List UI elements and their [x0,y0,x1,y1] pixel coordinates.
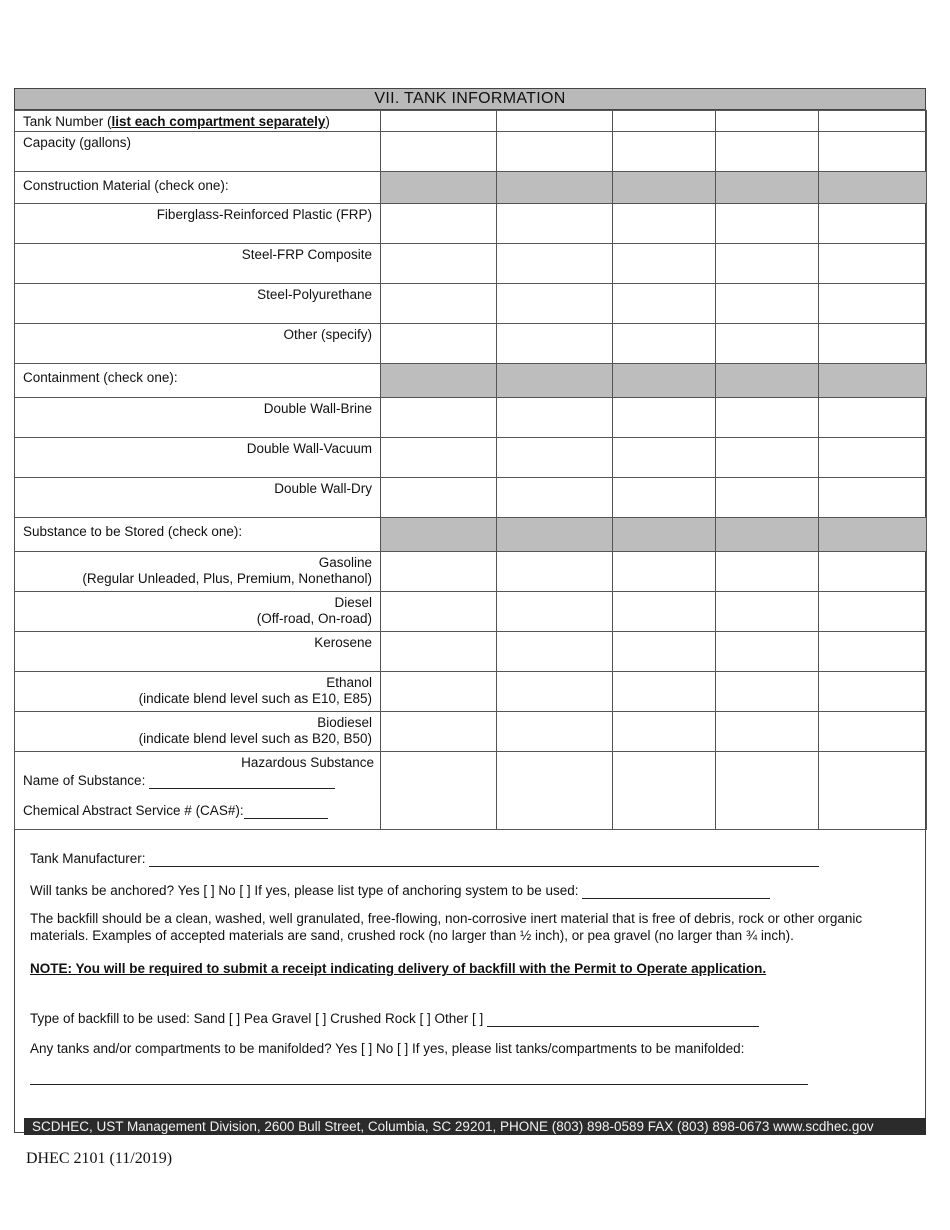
capacity-field[interactable] [716,132,819,172]
checkbox-cell[interactable] [819,324,927,364]
capacity-field[interactable] [497,132,613,172]
table-row [15,132,927,172]
table-row [15,204,927,244]
checkbox-cell[interactable] [613,632,716,672]
table-row [15,172,927,204]
checkbox-cell[interactable] [613,752,716,830]
table-row [15,324,927,364]
checkbox-cell[interactable] [381,324,497,364]
checkbox-cell[interactable] [381,478,497,518]
checkbox-cell[interactable] [613,478,716,518]
checkbox-cell[interactable] [716,244,819,284]
checkbox-cell[interactable] [381,552,497,592]
checkbox-cell[interactable] [819,672,927,712]
table-row [15,552,927,592]
cas-row: Chemical Abstract Service # (CAS#): [23,803,374,819]
biodiesel-label: Biodiesel (indicate blend level such as B20, B50) [15,712,381,752]
capacity-field[interactable] [819,132,927,172]
double-wall-vacuum-label: Double Wall-Vacuum [15,438,381,478]
checkbox-cell[interactable] [716,632,819,672]
checkbox-cell[interactable] [381,632,497,672]
checkbox-cell[interactable] [497,478,613,518]
table-row [15,438,927,478]
section-title: VII. TANK INFORMATION [14,88,926,110]
checkbox-cell[interactable] [819,478,927,518]
checkbox-cell[interactable] [716,592,819,632]
checkbox-cell[interactable] [819,438,927,478]
checkbox-cell[interactable] [497,632,613,672]
checkbox-cell[interactable] [497,324,613,364]
checkbox-cell[interactable] [613,672,716,712]
checkbox-cell[interactable] [716,324,819,364]
ethanol-label: Ethanol (indicate blend level such as E10, E85) [15,672,381,712]
double-wall-brine-label: Double Wall-Brine [15,398,381,438]
tank-number-field[interactable] [613,111,716,132]
capacity-field[interactable] [381,132,497,172]
checkbox-cell[interactable] [613,552,716,592]
checkbox-cell[interactable] [716,752,819,830]
checkbox-cell[interactable] [819,204,927,244]
table-row [15,111,927,132]
construction-header: Construction Material (check one): [15,172,381,204]
checkbox-cell[interactable] [381,284,497,324]
checkbox-cell[interactable] [716,204,819,244]
footer-contact-bar: SCDHEC, UST Management Division, 2600 Bull Street, Columbia, SC 29201, PHONE (803) 898-0589 FAX (803) 898-0673 www.scdhec.gov [24,1118,926,1135]
checkbox-cell[interactable] [497,712,613,752]
table-row [15,632,927,672]
checkbox-cell[interactable] [497,752,613,830]
checkbox-cell[interactable] [613,712,716,752]
other-specify-label: Other (specify) [15,324,381,364]
anchoring-system-line[interactable] [582,898,770,899]
checkbox-cell[interactable] [819,244,927,284]
checkbox-cell[interactable] [381,398,497,438]
checkbox-cell[interactable] [613,398,716,438]
manufacturer-row: Tank Manufacturer: [30,850,920,867]
checkbox-cell[interactable] [716,398,819,438]
checkbox-cell[interactable] [819,632,927,672]
form-id: DHEC 2101 (11/2019) [26,1150,173,1167]
checkbox-cell[interactable] [613,204,716,244]
manifolded-list-row [30,1068,920,1085]
frp-label: Fiberglass-Reinforced Plastic (FRP) [15,204,381,244]
table-row [15,364,927,398]
backfill-note: NOTE: You will be required to submit a receipt indicating delivery of backfill with the Permit to Operate application. [30,961,767,976]
tank-number-field[interactable] [497,111,613,132]
checkbox-cell[interactable] [716,672,819,712]
checkbox-cell[interactable] [381,244,497,284]
checkbox-cell[interactable] [716,552,819,592]
table-row [15,398,927,438]
checkbox-cell[interactable] [381,438,497,478]
tank-number-field[interactable] [716,111,819,132]
table-row [15,752,927,830]
checkbox-cell[interactable] [497,438,613,478]
hazardous-label: Hazardous Substance [241,755,374,770]
checkbox-cell[interactable] [497,284,613,324]
checkbox-cell[interactable] [613,592,716,632]
checkbox-cell[interactable] [381,672,497,712]
tank-number-label: Tank Number (list each compartment separately) [15,111,381,132]
checkbox-cell[interactable] [497,244,613,284]
manifolded-row: Any tanks and/or compartments to be manifolded? Yes [ ] No [ ] If yes, please list tanks/compartments to be manifolded: [30,1041,745,1056]
substance-header: Substance to be Stored (check one): [15,518,381,552]
capacity-label: Capacity (gallons) [15,132,381,172]
checkbox-cell[interactable] [819,712,927,752]
checkbox-cell[interactable] [819,398,927,438]
table-row [15,518,927,552]
anchored-row: Will tanks be anchored? Yes [ ] No [ ] If yes, please list type of anchoring system to be used: [30,882,920,899]
checkbox-cell[interactable] [381,752,497,830]
tank-number-field[interactable] [381,111,497,132]
steel-polyurethane-label: Steel-Polyurethane [15,284,381,324]
checkbox-cell[interactable] [613,244,716,284]
checkbox-cell[interactable] [819,752,927,830]
substance-name-line[interactable] [149,788,335,789]
tank-information-table [14,110,927,830]
checkbox-cell[interactable] [381,204,497,244]
hazardous-substance-cell [15,752,381,830]
checkbox-cell[interactable] [819,284,927,324]
table-row [15,672,927,712]
table-row [15,712,927,752]
manufacturer-line[interactable] [149,866,819,867]
steel-frp-label: Steel-FRP Composite [15,244,381,284]
substance-name-row: Name of Substance: [23,773,374,789]
checkbox-cell[interactable] [819,552,927,592]
checkbox-cell[interactable] [381,712,497,752]
backfill-description: The backfill should be a clean, washed, well granulated, free-flowing, non-corrosive inert material that is free of debris, rock or other organic materials. Examples of accepted materials are sand, crushed rock (no larger than ½ inch), or pea gravel (no larger than ¾ inch). [30,911,863,943]
checkbox-cell[interactable] [716,284,819,324]
capacity-field[interactable] [613,132,716,172]
kerosene-label: Kerosene [15,632,381,672]
checkbox-cell[interactable] [497,204,613,244]
tank-number-field[interactable] [819,111,927,132]
backfill-type-row: Type of backfill to be used: Sand [ ] Pea Gravel [ ] Crushed Rock [ ] Other [ ] [30,1010,920,1027]
manifolded-list-line[interactable] [30,1070,808,1085]
containment-header: Containment (check one): [15,364,381,398]
checkbox-cell[interactable] [497,552,613,592]
checkbox-cell[interactable] [716,478,819,518]
backfill-other-line[interactable] [487,1026,759,1027]
gasoline-label: Gasoline (Regular Unleaded, Plus, Premium, Nonethanol) [15,552,381,592]
checkbox-cell[interactable] [613,438,716,478]
checkbox-cell[interactable] [716,712,819,752]
checkbox-cell[interactable] [819,592,927,632]
table-row [15,592,927,632]
checkbox-cell[interactable] [497,672,613,712]
cas-line[interactable] [244,818,328,819]
checkbox-cell[interactable] [613,324,716,364]
checkbox-cell[interactable] [497,398,613,438]
table-row [15,284,927,324]
checkbox-cell[interactable] [716,438,819,478]
double-wall-dry-label: Double Wall-Dry [15,478,381,518]
checkbox-cell[interactable] [497,592,613,632]
checkbox-cell[interactable] [613,284,716,324]
table-row [15,244,927,284]
diesel-label: Diesel (Off-road, On-road) [15,592,381,632]
table-row [15,478,927,518]
checkbox-cell[interactable] [381,592,497,632]
